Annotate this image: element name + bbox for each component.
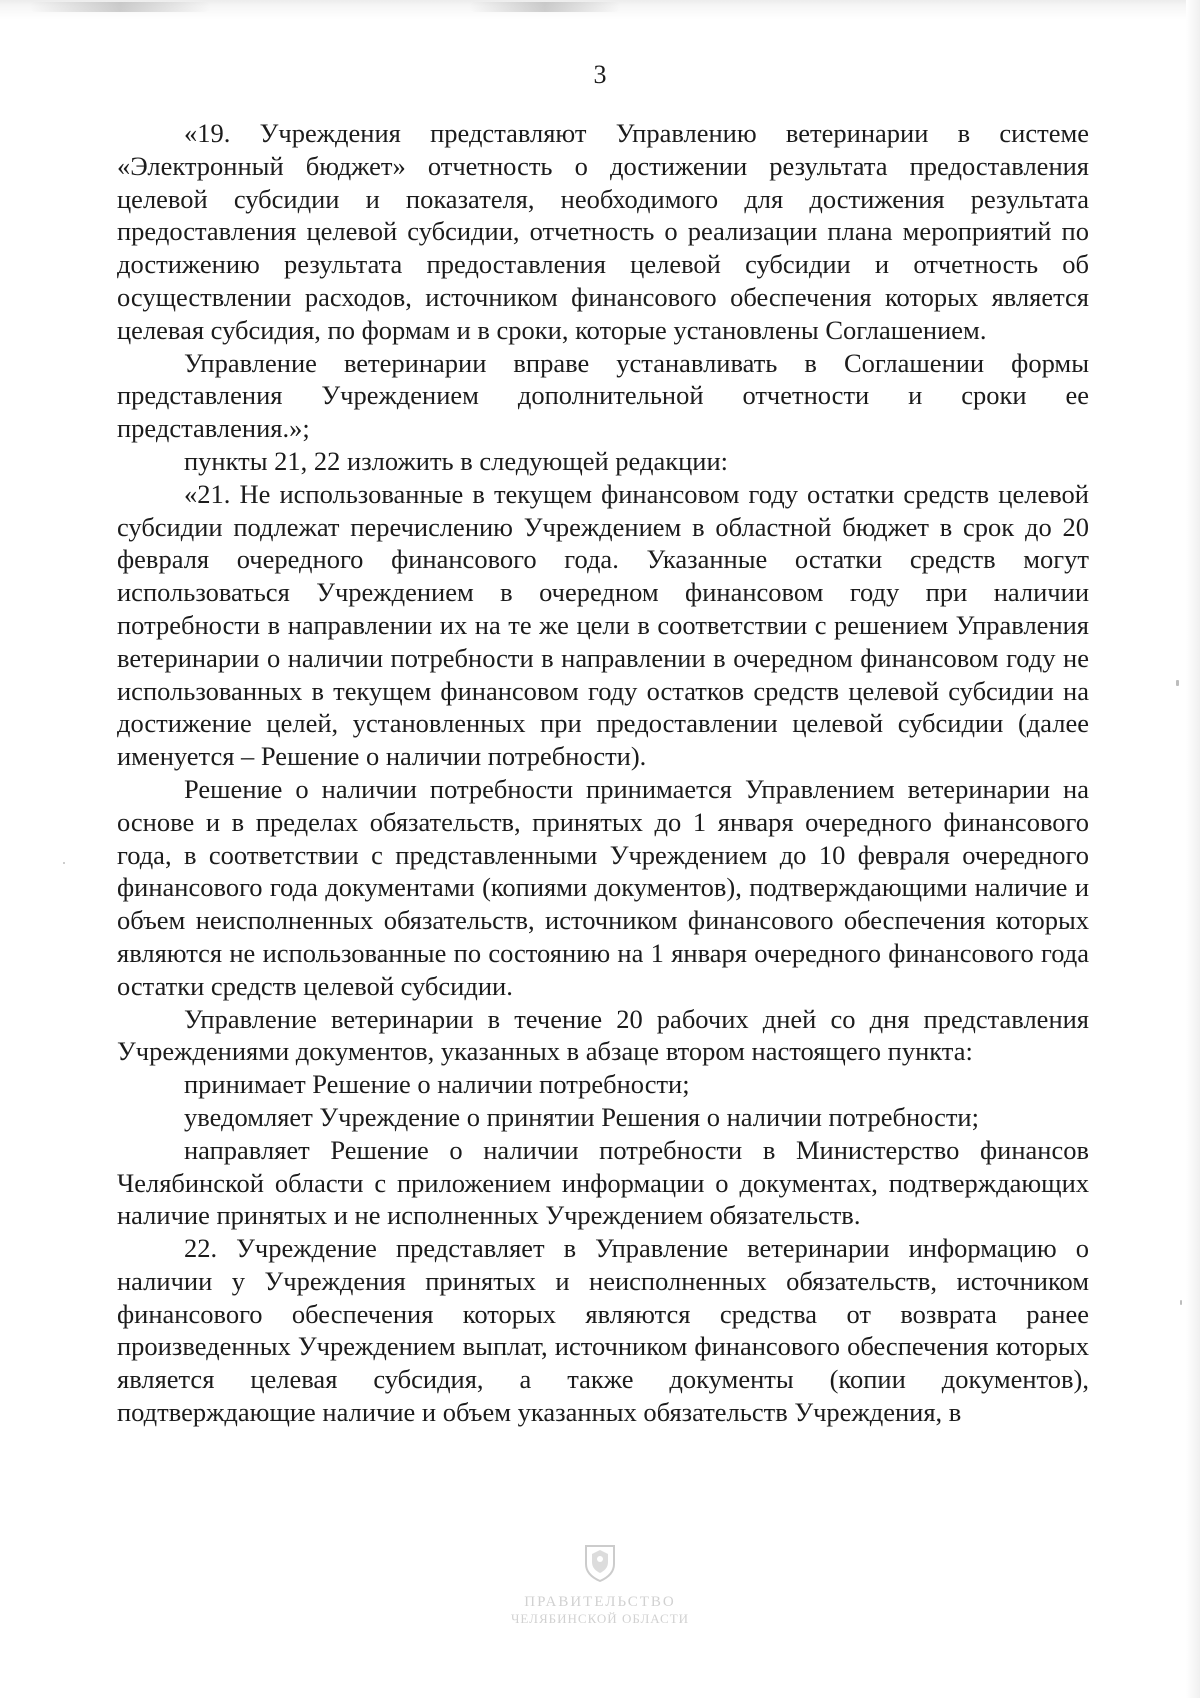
paragraph: «21. Не использованные в текущем финансовом году остатки средств целевой субсидии подлежат перечислению Учреждением в областной бюджет в срок до 20 февраля очередного финансового года. Указанные остатки средств могут использоваться Учреждением в очередном финансовом году при наличии потребности в направлении их на те же цели в соответствии с решением Управления ветеринарии о наличии потребности в направлении в очередном финансовом году не использованных в текущем финансовом году остатков средств целевой субсидии на достижение целей, установленных при предоставлении целевой субсидии (далее именуется – Решение о наличии потребности). [117,478,1089,772]
page-number: 3 [593,60,607,89]
coat-of-arms-icon [583,1542,617,1582]
paragraph: направляет Решение о наличии потребности в Министерство финансов Челябинской области с приложением информации о документах, подтверждающих наличие принятых и не исполненных Учреждением обязательств. [117,1134,1089,1231]
paragraph: Управление ветеринарии вправе устанавливать в Соглашении формы представления Учреждением дополнительной отчетности и сроки ее представления.»; [117,347,1089,444]
document-body [117,117,1089,1429]
paragraph: принимает Решение о наличии потребности; [184,1069,690,1100]
paragraph: «19. Учреждения представляют Управлению ветеринарии в системе «Электронный бюджет» отчетность о достижении результата предоставления целевой субсидии и показателя, необходимого для достижения результата предоставления целевой субсидии, отчетность о реализации плана мероприятий по достижению результата предоставления целевой субсидии и отчетность об осуществлении расходов, источником финансового обеспечения которых является целевая субсидия, по формам и в сроки, которые установлены Соглашением. [117,118,1089,345]
paragraph: Управление ветеринарии в течение 20 рабочих дней со дня представления Учреждениями документов, указанных в абзаце втором настоящего пункта: [117,1003,1089,1067]
scan-speck [1180,1300,1182,1305]
scan-right-edge [1186,0,1200,1698]
stamp-line-2: ЧЕЛЯБИНСКОЙ ОБЛАСТИ [510,1611,690,1626]
government-watermark-stamp [480,1542,720,1627]
paragraph: Решение о наличии потребности принимается Управлением ветеринарии на основе и в пределах обязательств, принятых до 1 января очередного финансового года, в соответствии с представленными Учреждением до 10 февраля очередного финансового года документами (копиями документов), подтверждающими наличие и объем неисполненных обязательств, источником финансового обеспечения которых являются не использованные по состоянию на 1 января очередного финансового года остатки средств целевой субсидии. [117,773,1089,1001]
scan-smudge [30,2,210,12]
paragraph: уведомляет Учреждение о принятии Решения о наличии потребности; [184,1101,979,1132]
stamp-line-1: ПРАВИТЕЛЬСТВО [524,1594,676,1610]
scan-speck [1176,680,1179,686]
scan-smudge [470,2,620,12]
paragraph: пункты 21, 22 изложить в следующей редакции: [184,445,729,476]
paragraph: 22. Учреждение представляет в Управление ветеринарии информацию о наличии у Учреждения принятых и неисполненных обязательств, источником финансового обеспечения которых являются средства от возврата ранее произведенных Учреждением выплат, источником финансового обеспечения которых является целевая субсидия, а также документы (копии документов), подтверждающие наличие и объем указанных обязательств Учреждения, в [117,1233,1089,1428]
scan-top-edge [0,0,1200,20]
scan-speck [63,862,65,864]
